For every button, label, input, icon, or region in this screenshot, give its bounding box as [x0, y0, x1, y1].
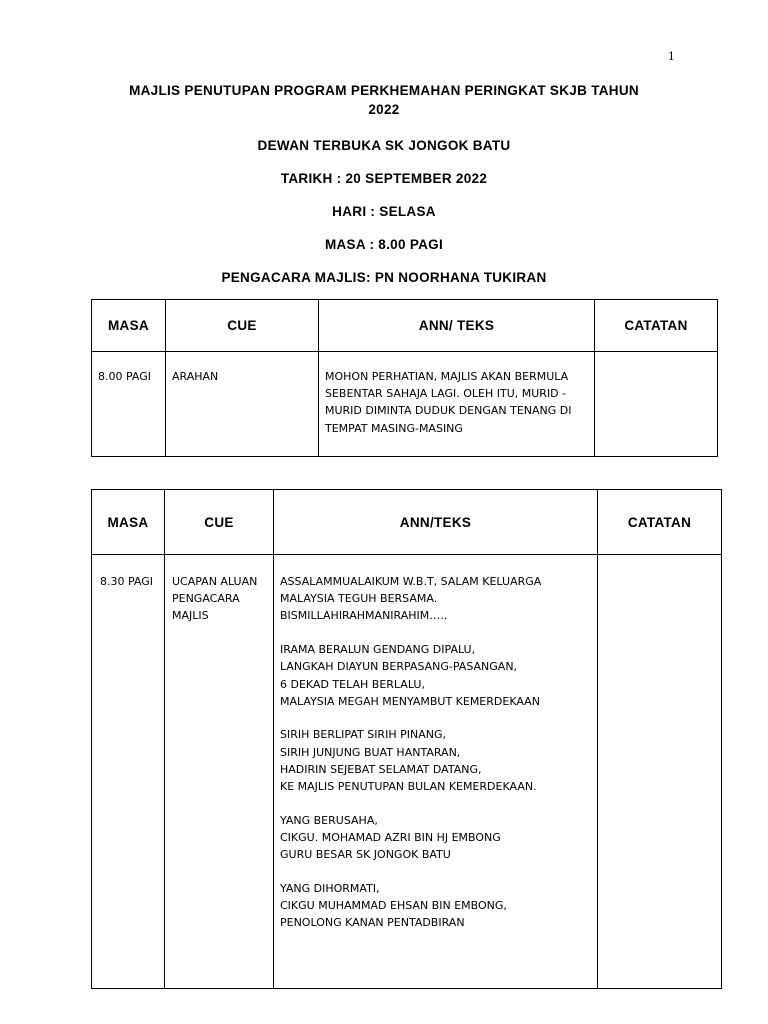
pantun-block-2: SIRIH BERLIPAT SIRIH PINANG, SIRIH JUNJUNG BUAT HANTARAN, HADIRIN SEJEBAT SELAMAT DATANG, KE MAJLIS PENUTUPAN BULAN KEMERDEKAAN. [280, 728, 537, 794]
table-row [92, 555, 722, 989]
header-catatan: CATATAN [598, 490, 722, 555]
guest-block-2: YANG DIHORMATI, CIKGU MUHAMMAD EHSAN BIN EMBONG, PENOLONG KANAN PENTADBIRAN [280, 881, 507, 930]
schedule-table-1 [91, 299, 718, 457]
day-heading: HARI : SELASA [332, 204, 436, 219]
table-header-row [92, 300, 718, 352]
cell-catatan [595, 352, 717, 368]
title-line-1: MAJLIS PENUTUPAN PROGRAM PERKHEMAHAN PERINGKAT SKJB TAHUN [129, 83, 639, 98]
table-row [92, 352, 718, 457]
time-heading: MASA : 8.00 PAGI [324, 237, 444, 252]
cell-cue: UCAPAN ALUAN PENGACARA MAJLIS [172, 575, 258, 623]
document-title [90, 81, 678, 119]
cell-cue: ARAHAN [172, 370, 219, 383]
header-cue: CUE [166, 300, 319, 352]
page-number: 1 [668, 48, 675, 63]
title-line-2: 2022 [368, 102, 400, 117]
header-masa: MASA [92, 490, 165, 555]
cell-teks [274, 555, 597, 931]
cell-teks: MOHON PERHATIAN, MAJLIS AKAN BERMULA SEBENTAR SAHAJA LAGI. OLEH ITU, MURID - MURID DIMINTA DUDUK DENGAN TENANG DI TEMPAT MASING-MASING [325, 370, 572, 435]
greeting-block: ASSALAMMUALAIKUM W.B.T, SALAM KELUARGA MALAYSIA TEGUH BERSAMA. BISMILLAHIRAHMANIRAHIM….. [280, 575, 542, 623]
emcee-heading: PENGACARA MAJLIS: PN NOORHANA TUKIRAN [221, 270, 547, 285]
cell-masa: 8.00 PAGI [98, 370, 152, 383]
header-ann-teks: ANN/TEKS [274, 490, 598, 555]
pantun-block-1: IRAMA BERALUN GENDANG DIPALU, LANGKAH DIAYUN BERPASANG-PASANGAN, 6 DEKAD TELAH BERLALU, MALAYSIA MEGAH MENYAMBUT KEMERDEKAAN [280, 643, 540, 708]
schedule-table-2 [91, 489, 722, 989]
header-catatan: CATATAN [595, 300, 718, 352]
date-heading: TARIKH : 20 SEPTEMBER 2022 [280, 171, 488, 186]
guest-block-1: YANG BERUSAHA, CIKGU. MOHAMAD AZRI BIN HJ EMBONG GURU BESAR SK JONGOK BATU [280, 813, 501, 862]
table-header-row [92, 490, 722, 555]
header-cue: CUE [165, 490, 274, 555]
venue-heading: DEWAN TERBUKA SK JONGOK BATU [257, 138, 511, 153]
cell-masa: 8.30 PAGI [100, 575, 154, 588]
header-masa: MASA [92, 300, 166, 352]
header-ann-teks: ANN/ TEKS [319, 300, 595, 352]
cell-catatan [598, 555, 721, 573]
